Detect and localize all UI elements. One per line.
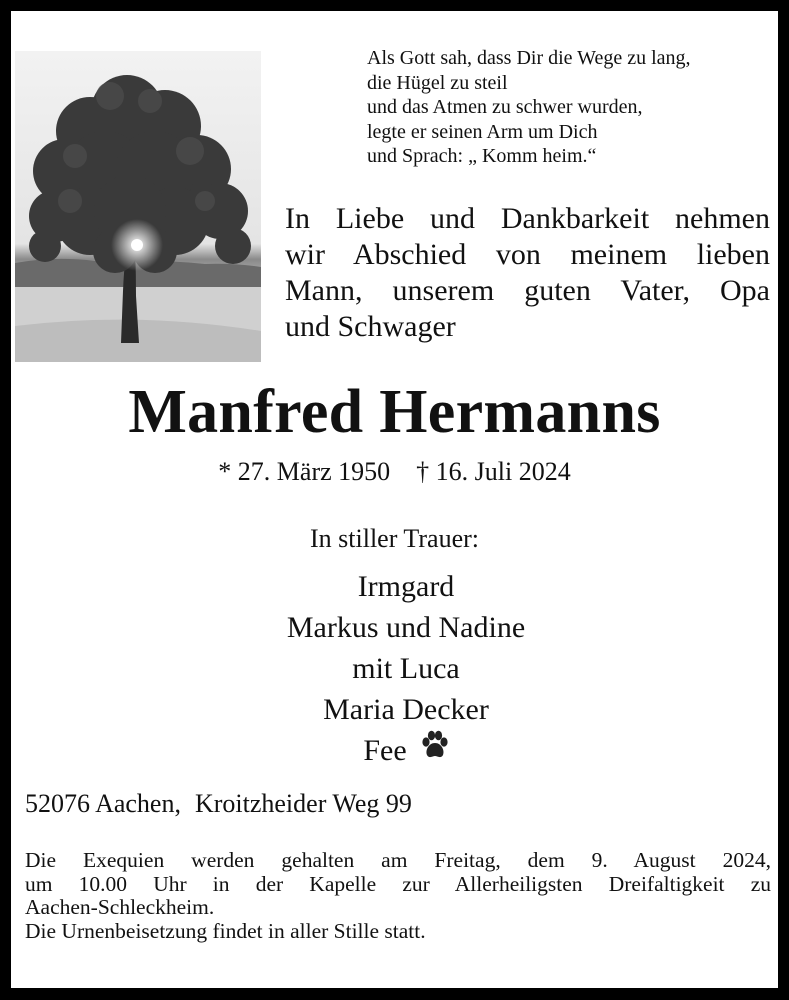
obituary-notice	[11, 11, 778, 988]
mourner: Markus und Nadine	[286, 611, 526, 644]
mourner: Maria Decker	[323, 693, 489, 726]
mourner: Fee	[363, 734, 407, 767]
service-line: Aachen-Schleckheim.	[25, 895, 215, 919]
mourner: Irmgard	[357, 570, 455, 603]
service-line: Die Urnenbeisetzung findet in aller Stille statt.	[25, 918, 426, 943]
mourner-pet	[11, 730, 789, 771]
farewell-line: Mann, unserem guten Vater, Opa	[285, 274, 770, 307]
service-line: um 10.00 Uhr in der Kapelle zur Allerheiligsten Dreifaltigkeit zu	[25, 871, 771, 896]
death-date: † 16. Juli 2024	[416, 457, 571, 486]
poem-line: Als Gott sah, dass Dir die Wege zu lang,	[367, 47, 691, 69]
poem-line: die Hügel zu steil	[367, 71, 508, 94]
farewell-line: und Schwager	[285, 310, 456, 343]
address-city: 52076 Aachen,	[25, 789, 181, 818]
address-street: Kroitzheider Weg 99	[194, 789, 412, 818]
deceased-name: Manfred Hermanns	[128, 378, 661, 446]
life-dates	[11, 456, 778, 488]
mourners-list	[11, 566, 789, 771]
poem-line: und das Atmen zu schwer wurden,	[367, 96, 643, 118]
farewell-line: wir Abschied von meinem lieben	[285, 238, 770, 271]
poem-line: und Sprach: „ Komm heim.“	[367, 145, 597, 167]
farewell-text	[285, 201, 770, 345]
address	[25, 788, 412, 820]
service-info	[25, 849, 771, 943]
service-line: Die Exequien werden gehalten am Freitag, dem 9. August 2024,	[25, 848, 771, 872]
poem-line: legte er seinen Arm um Dich	[367, 120, 598, 143]
poem	[367, 46, 691, 169]
mourner: mit Luca	[352, 652, 460, 685]
birth-date: * 27. März 1950	[218, 457, 391, 486]
tree-photo	[15, 51, 261, 362]
mourning-heading: In stiller Trauer:	[310, 524, 479, 553]
farewell-line: In Liebe und Dankbarkeit nehmen	[285, 202, 770, 235]
paw-icon	[421, 730, 449, 771]
tree-illustration	[15, 51, 261, 362]
